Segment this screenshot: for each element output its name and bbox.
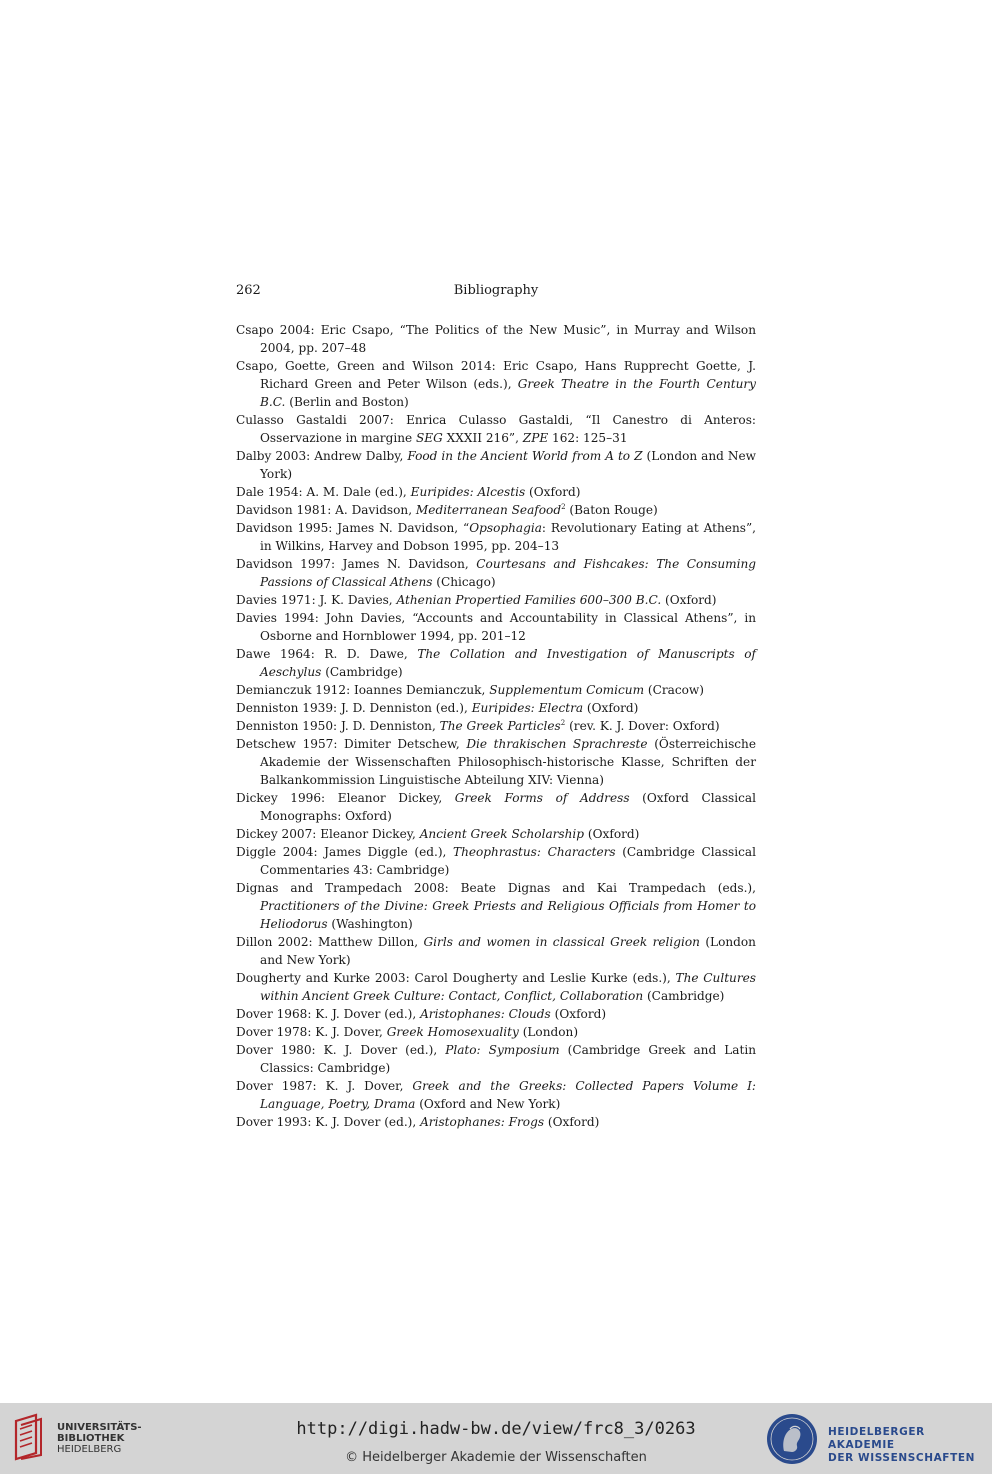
entry-text: Culasso Gastaldi 2007: Enrica Culasso Gastaldi, “Il Canestro di Anteros: Osservazione in margine bbox=[236, 413, 756, 445]
entry-text: Davidson 1981: A. Davidson, bbox=[236, 503, 416, 517]
entry-text: (Österreichische Akademie der Wissenschaften Philosophisch-historische Klasse, Schriften der Balkankommission Linguistische Abteilung XIV: Vienna) bbox=[260, 737, 756, 787]
bibliography-entry bbox=[236, 681, 756, 699]
entry-text: Dover 1980: K. J. Dover (ed.), bbox=[236, 1043, 446, 1057]
edition-superscript: 2 bbox=[560, 719, 566, 727]
permalink-url[interactable]: http://digi.hadw-bw.de/view/frc8_3/0263 bbox=[296, 1419, 696, 1439]
entry-text: Davies 1994: John Davies, “Accounts and Accountability in Classical Athens”, in Osborne and Hornblower 1994, pp. 201–12 bbox=[236, 611, 756, 643]
page-number: 262 bbox=[236, 283, 261, 298]
entry-text: Davidson 1995: James N. Davidson, “ bbox=[236, 521, 470, 535]
bibliography-entry bbox=[236, 483, 756, 501]
bibliography-entry bbox=[236, 933, 756, 969]
bibliography-entry bbox=[236, 447, 756, 483]
entry-text: Demianczuk 1912: Ioannes Demianczuk, bbox=[236, 683, 490, 697]
ub-wordmark-line-2: BIBLIOTHEK bbox=[57, 1433, 125, 1444]
copyright-notice: © Heidelberger Akademie der Wissenschaften bbox=[345, 1450, 647, 1465]
bibliography-entry bbox=[236, 1041, 756, 1077]
bibliography-entry bbox=[236, 735, 756, 789]
entry-text: : Revolutionary Eating at Athens”, in Wilkins, Harvey and Dobson 1995, pp. 204–13 bbox=[260, 521, 756, 553]
entry-text: (Cambridge) bbox=[643, 989, 725, 1003]
bibliography-entry bbox=[236, 501, 756, 519]
italic-title: Theophrastus: Characters bbox=[453, 845, 616, 859]
entry-text: Diggle 2004: James Diggle (ed.), bbox=[236, 845, 453, 859]
entry-text: Davidson 1997: James N. Davidson, bbox=[236, 557, 477, 571]
bibliography-entry bbox=[236, 1077, 756, 1113]
entry-text: Dignas and Trampedach 2008: Beate Dignas and Kai Trampedach (eds.), bbox=[236, 881, 756, 895]
entry-text: (Baton Rouge) bbox=[565, 503, 658, 517]
entry-text: (Oxford) bbox=[583, 701, 639, 715]
page-header bbox=[236, 283, 756, 303]
italic-title: Aristophanes: Clouds bbox=[420, 1007, 551, 1021]
entry-text: 162: 125–31 bbox=[548, 431, 628, 445]
bibliography-entry bbox=[236, 321, 756, 357]
entry-text: (Cambridge) bbox=[321, 665, 403, 679]
italic-title: Greek and the Greeks: Collected Papers Volume I: Language, Poetry, Drama bbox=[260, 1079, 756, 1111]
italic-title: Courtesans and Fishcakes: The Consuming Passions of Classical Athens bbox=[260, 557, 756, 589]
bibliography-entry bbox=[236, 699, 756, 717]
ub-wordmark-line-1: UNIVERSITÄTS- bbox=[57, 1422, 142, 1433]
entry-text: Dover 1978: K. J. Dover, bbox=[236, 1025, 387, 1039]
italic-title: Supplementum Comicum bbox=[489, 683, 645, 697]
italic-title: The Collation and Investigation of Manuscripts of Aeschylus bbox=[260, 647, 756, 679]
academy-wordmark bbox=[828, 1426, 992, 1465]
entry-text: (rev. K. J. Dover: Oxford) bbox=[565, 719, 720, 733]
running-title: Bibliography bbox=[453, 283, 539, 298]
entry-text: (Oxford and New York) bbox=[415, 1097, 561, 1111]
bibliography-entry bbox=[236, 1005, 756, 1023]
italic-title: The Cultures within Ancient Greek Culture: Contact, Conflict, Collaboration bbox=[260, 971, 756, 1003]
entry-text: (London and New York) bbox=[260, 935, 756, 967]
edition-superscript: 2 bbox=[561, 503, 566, 511]
entry-text: Csapo, Goette, Green and Wilson 2014: Eric Csapo, Hans Rupprecht Goette, J. Richard Green and Peter Wilson (eds.), bbox=[236, 359, 756, 391]
entry-text: (Cambridge Classical Commentaries 43: Cambridge) bbox=[260, 845, 756, 877]
entry-text: (Oxford) bbox=[661, 593, 717, 607]
entry-text: Detschew 1957: Dimiter Detschew, bbox=[236, 737, 467, 751]
italic-title: Opsophagia bbox=[469, 521, 542, 535]
entry-text: (Oxford) bbox=[584, 827, 640, 841]
bibliography-entry bbox=[236, 591, 756, 609]
entry-text: Dalby 2003: Andrew Dalby, bbox=[236, 449, 408, 463]
bibliography-entry bbox=[236, 645, 756, 681]
entry-text: Dillon 2002: Matthew Dillon, bbox=[236, 935, 424, 949]
entry-text: Denniston 1950: J. D. Denniston, bbox=[236, 719, 440, 733]
academy-seal-icon bbox=[764, 1411, 820, 1467]
bibliography-entry bbox=[236, 969, 756, 1005]
italic-title: Greek Homosexuality bbox=[386, 1025, 519, 1039]
bibliography-entry bbox=[236, 609, 756, 645]
italic-title: Greek Theatre in the Fourth Century B.C. bbox=[260, 377, 756, 409]
italic-title: Die thrakischen Sprachreste bbox=[466, 737, 648, 751]
entry-text: (Oxford) bbox=[550, 1007, 607, 1021]
entry-text: Dougherty and Kurke 2003: Carol Dougherty and Leslie Kurke (eds.), bbox=[236, 971, 676, 985]
italic-title: Aristophanes: Frogs bbox=[420, 1115, 545, 1129]
italic-title: Food in the Ancient World from A to Z bbox=[407, 449, 643, 463]
entry-text: Dover 1993: K. J. Dover (ed.), bbox=[236, 1115, 421, 1129]
entry-text: Dale 1954: A. M. Dale (ed.), bbox=[236, 485, 411, 499]
entry-text: (Oxford) bbox=[525, 485, 581, 499]
bibliography-entry bbox=[236, 357, 756, 411]
bibliography-entry bbox=[236, 843, 756, 879]
italic-title: Euripides: Electra bbox=[471, 701, 584, 715]
entry-text: XXXII 216”, bbox=[442, 431, 523, 445]
entry-text: Dickey 2007: Eleanor Dickey, bbox=[236, 827, 420, 841]
entry-text: (Chicago) bbox=[432, 575, 496, 589]
bibliography-entry bbox=[236, 825, 756, 843]
italic-title: Mediterranean Seafood bbox=[415, 503, 562, 517]
bibliography-entry bbox=[236, 1023, 756, 1041]
ub-wordmark-line-3: HEIDELBERG bbox=[57, 1444, 122, 1455]
italic-title: Plato: Symposium bbox=[445, 1043, 560, 1057]
bibliography-entry bbox=[236, 555, 756, 591]
entry-text: Dover 1987: K. J. Dover, bbox=[236, 1079, 413, 1093]
italic-title: Euripides: Alcestis bbox=[410, 485, 526, 499]
bibliography-list bbox=[236, 321, 756, 1131]
italic-title: Athenian Propertied Families 600–300 B.C. bbox=[396, 593, 662, 607]
entry-text: Csapo 2004: Eric Csapo, “The Politics of the New Music”, in Murray and Wilson 2004, pp. 207–48 bbox=[236, 323, 756, 355]
bibliography-entry bbox=[236, 789, 756, 825]
entry-text: Dawe 1964: R. D. Dawe, bbox=[236, 647, 418, 661]
bibliography-entry bbox=[236, 879, 756, 933]
entry-text: (Cracow) bbox=[644, 683, 704, 697]
bibliography-entry bbox=[236, 411, 756, 447]
italic-title: ZPE bbox=[522, 431, 549, 445]
bibliography-entry bbox=[236, 519, 756, 555]
entry-text: Dover 1968: K. J. Dover (ed.), bbox=[236, 1007, 421, 1021]
footer-bar bbox=[0, 1403, 992, 1474]
hadw-wordmark-line-2: DER WISSENSCHAFTEN bbox=[828, 1452, 976, 1464]
entry-text: Dickey 1996: Eleanor Dickey, bbox=[236, 791, 455, 805]
entry-text: (London and New York) bbox=[260, 449, 756, 481]
italic-title: Practitioners of the Divine: Greek Priests and Religious Officials from Homer to Heliodorus bbox=[260, 899, 756, 931]
italic-title: Greek Forms of Address bbox=[454, 791, 630, 805]
bibliography-entry bbox=[236, 717, 756, 735]
bibliography-entry bbox=[236, 1113, 756, 1131]
entry-text: (Oxford) bbox=[544, 1115, 600, 1129]
italic-title: Ancient Greek Scholarship bbox=[419, 827, 585, 841]
entry-text: (Berlin and Boston) bbox=[285, 395, 409, 409]
entry-text: (Washington) bbox=[327, 917, 413, 931]
entry-text: Denniston 1939: J. D. Denniston (ed.), bbox=[236, 701, 472, 715]
entry-text: (Oxford Classical Monographs: Oxford) bbox=[260, 791, 756, 823]
hadw-wordmark-line-1: HEIDELBERGER AKADEMIE bbox=[828, 1426, 925, 1451]
italic-title: Girls and women in classical Greek religion bbox=[423, 935, 700, 949]
italic-title: The Greek Particles bbox=[439, 719, 561, 733]
entry-text: (Cambridge Greek and Latin Classics: Cambridge) bbox=[260, 1043, 756, 1075]
entry-text: (London) bbox=[518, 1025, 579, 1039]
entry-text: Davies 1971: J. K. Davies, bbox=[236, 593, 397, 607]
italic-title: SEG bbox=[415, 431, 443, 445]
